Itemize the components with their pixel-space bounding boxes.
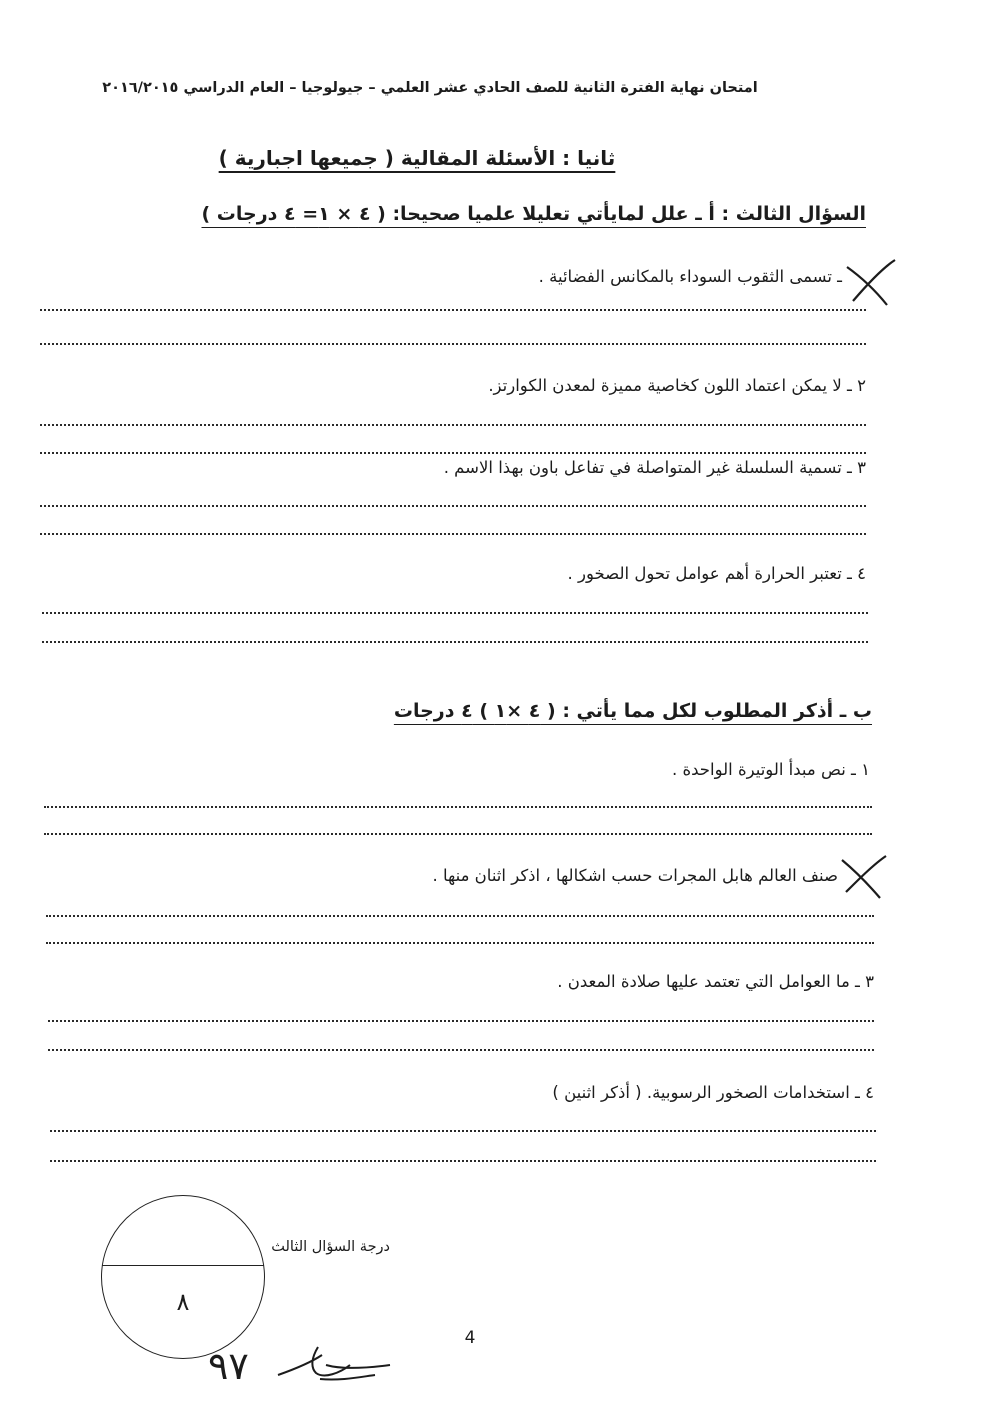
cross-mark-icon — [843, 257, 898, 309]
exam-header: امتحان نهاية الفترة الثانية للصف الحادي عشر العلمي – جيولوجيا – العام الدراسي ٢٠١٦/٢٠١٥ — [102, 80, 758, 96]
answer-line — [46, 915, 874, 917]
grade-score: ٨ — [176, 1288, 190, 1316]
question-3b-item-4: ٤ ـ استخدامات الصخور الرسوبية. ( أذكر اثنين ) — [552, 1083, 874, 1102]
answer-line — [40, 309, 866, 311]
answer-line — [40, 533, 866, 535]
handwritten-score: ٩٧ — [208, 1344, 249, 1388]
cross-mark-icon — [838, 852, 890, 902]
question-3a-title: السؤال الثالث : أ ـ علل لمايأتي تعليلا علميا صحيحا: ( ٤ × ١= ٤ درجات ) — [201, 203, 866, 225]
question-3b-item-2: صنف العالم هابل المجرات حسب اشكالها ، اذكر اثنان منها . — [432, 866, 838, 885]
answer-line — [48, 1049, 874, 1051]
section-title: ثانيا : الأسئلة المقالية ( جميعها اجبارية ) — [218, 146, 616, 170]
question-3a-item-2: ٢ ـ لا يمكن اعتماد اللون كخاصية مميزة لمعدن الكوارتز. — [488, 376, 866, 395]
answer-line — [50, 1160, 876, 1162]
signature-icon — [278, 1347, 390, 1380]
question-3b-title: ب ـ أذكر المطلوب لكل مما يأتي : ( ٤ ×١ ) ٤ درجات — [393, 700, 872, 722]
question-3a-item-3: ٣ ـ تسمية السلسلة غير المتواصلة في تفاعل باون بهذا الاسم . — [443, 458, 866, 477]
answer-line — [40, 343, 866, 345]
answer-line — [42, 641, 868, 643]
question-3a-item-4: ٤ ـ تعتبر الحرارة أهم عوامل تحول الصخور . — [567, 564, 866, 583]
answer-line — [46, 942, 874, 944]
handwritten-mark — [200, 1335, 400, 1395]
answer-line — [40, 424, 866, 426]
answer-line — [44, 833, 872, 835]
answer-line — [48, 1020, 874, 1022]
grade-divider — [102, 1265, 264, 1266]
question-3b-item-3: ٣ ـ ما العوامل التي تعتمد عليها صلادة المعدن . — [557, 972, 874, 991]
page-number: 4 — [464, 1328, 476, 1348]
answer-line — [40, 452, 866, 454]
answer-line — [40, 505, 866, 507]
answer-line — [44, 806, 872, 808]
grade-label: درجة السؤال الثالث — [271, 1239, 390, 1255]
answer-line — [50, 1130, 876, 1132]
question-3a-item-1: ـ تسمى الثقوب السوداء بالمكانس الفضائية . — [538, 267, 842, 286]
answer-line — [42, 612, 868, 614]
question-3b-item-1: ١ ـ نص مبدأ الوتيرة الواحدة . — [672, 760, 870, 779]
